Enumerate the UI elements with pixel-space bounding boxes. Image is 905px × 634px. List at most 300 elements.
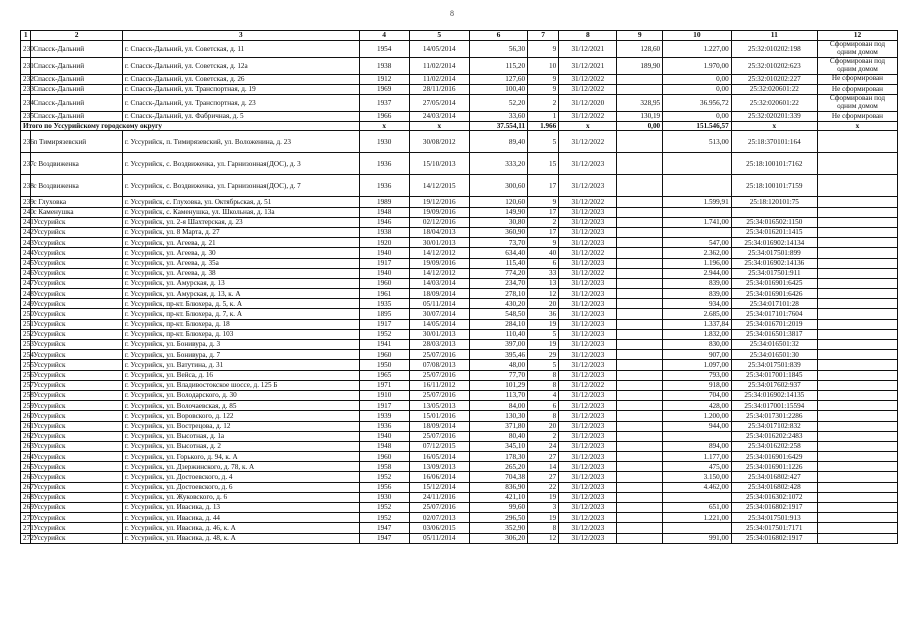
table-cell: 25:34:017501:899 [731, 248, 817, 258]
table-cell: Уссурийск [31, 340, 122, 350]
table-cell: 270 [21, 513, 31, 523]
table-cell: 25:34:017501:911 [731, 268, 817, 278]
table-cell: 31/12/2020 [559, 95, 617, 112]
table-cell: 19/09/2016 [409, 207, 469, 217]
table-cell: 236 [21, 131, 31, 153]
table-cell: 300,60 [469, 175, 527, 197]
table-cell [617, 299, 663, 309]
table-cell: 12 [528, 533, 559, 543]
table-cell: 73,70 [469, 238, 527, 248]
table-row [21, 421, 898, 431]
table-cell: 345,10 [469, 441, 527, 451]
table-row [21, 350, 898, 360]
table-cell: 25:34:016201:1415 [731, 227, 817, 237]
table-cell: 31/12/2023 [559, 441, 617, 451]
table-cell: 9 [528, 238, 559, 248]
table-row [21, 278, 898, 288]
table-cell: г. Уссурийск, пр-кт. Блюхера, д. 7, к. А [122, 309, 359, 319]
table-row [21, 472, 898, 482]
table-cell: 1940 [359, 268, 409, 278]
table-cell: 239 [21, 197, 31, 207]
table-cell: 84,00 [469, 401, 527, 411]
table-cell [617, 197, 663, 207]
column-header: 5 [409, 31, 469, 41]
table-cell: п Тимирязевский [31, 131, 122, 153]
table-cell: 1.177,00 [663, 452, 732, 462]
table-cell: 397,00 [469, 340, 527, 350]
table-cell: 1917 [359, 319, 409, 329]
table-row [21, 217, 898, 227]
table-cell: 16/11/2012 [409, 380, 469, 390]
table-cell [817, 340, 897, 350]
table-row [21, 452, 898, 462]
table-cell: 1 [528, 111, 559, 121]
table-cell: 252 [21, 329, 31, 339]
table-cell: 278,10 [469, 289, 527, 299]
table-cell: 240 [21, 207, 31, 217]
table-cell [617, 227, 663, 237]
table-cell: 1948 [359, 207, 409, 217]
table-cell: 1947 [359, 523, 409, 533]
table-cell: г. Уссурийск, ул. Ивасика, д. 13 [122, 503, 359, 513]
table-cell: 25/07/2016 [409, 350, 469, 360]
table-cell [817, 153, 897, 175]
table-cell: 25:34:017602:937 [731, 380, 817, 390]
table-cell: 178,30 [469, 452, 527, 462]
table-cell: 1952 [359, 503, 409, 513]
table-cell: 31/12/2023 [559, 278, 617, 288]
table-cell: 271 [21, 523, 31, 533]
table-cell: 25:34:017101:7604 [731, 309, 817, 319]
table-cell: 269 [21, 503, 31, 513]
table-cell: 31/12/2022 [559, 111, 617, 121]
table-cell: 5 [528, 329, 559, 339]
table-cell: 18/09/2014 [409, 421, 469, 431]
table-cell: 40 [528, 248, 559, 258]
table-cell [617, 153, 663, 175]
table-cell [617, 462, 663, 472]
table-cell: 253 [21, 340, 31, 350]
table-cell: Уссурийск [31, 227, 122, 237]
table-cell [817, 533, 897, 543]
table-cell: 24/03/2014 [409, 111, 469, 121]
table-cell: г. Спасск-Дальний, ул. Фабричная, д. 5 [122, 111, 359, 121]
table-cell: 19/12/2016 [409, 197, 469, 207]
table-cell: 14/12/2012 [409, 248, 469, 258]
table-cell: 31/12/2023 [559, 153, 617, 175]
table-cell: 830,00 [663, 340, 732, 350]
table-cell: 1965 [359, 370, 409, 380]
column-header: 10 [663, 31, 732, 41]
table-cell: г. Уссурийск, ул. Амурская, д. 13 [122, 278, 359, 288]
table-row [21, 299, 898, 309]
table-cell: 241 [21, 217, 31, 227]
table-cell: 80,40 [469, 431, 527, 441]
table-cell: 1952 [359, 513, 409, 523]
table-cell [817, 411, 897, 421]
table-row [21, 227, 898, 237]
table-cell: г. Уссурийск, ул. 2-я Шахтерская, д. 23 [122, 217, 359, 227]
table-cell: 1966 [359, 111, 409, 121]
table-cell: 31/12/2022 [559, 74, 617, 84]
table-cell: 14/05/2014 [409, 319, 469, 329]
table-cell: 1.097,00 [663, 360, 732, 370]
total-label: Итого по Уссурийскому городскому округу [21, 122, 360, 131]
table-cell: Уссурийск [31, 421, 122, 431]
table-cell: г. Уссурийск, ул. Высотная, д. 2 [122, 441, 359, 451]
table-cell [817, 278, 897, 288]
table-cell: 15 [528, 153, 559, 175]
table-row [21, 533, 898, 543]
table-cell: 14/12/2015 [409, 175, 469, 197]
table-cell: 31/12/2023 [559, 452, 617, 462]
table-cell: 28/03/2013 [409, 340, 469, 350]
table-cell [817, 360, 897, 370]
table-cell: 25:32:010202:198 [731, 41, 817, 58]
table-cell: 230 [21, 41, 31, 58]
table-cell: 25:32:020201:339 [731, 111, 817, 121]
table-row [21, 84, 898, 94]
table-cell: 31/12/2023 [559, 309, 617, 319]
table-cell [817, 441, 897, 451]
table-cell: 5 [528, 360, 559, 370]
total-cell: 0,00 [617, 122, 663, 131]
table-cell: Уссурийск [31, 217, 122, 227]
table-cell: г. Уссурийск, пр-кт. Блюхера, д. 5, к. А [122, 299, 359, 309]
table-cell: 428,00 [663, 401, 732, 411]
table-cell: 1969 [359, 84, 409, 94]
table-cell: г. Спасск-Дальний, ул. Транспортная, д. 23 [122, 95, 359, 112]
table-cell: г. Уссурийск, ул. Жуковского, д. 6 [122, 492, 359, 502]
table-row [21, 431, 898, 441]
table-cell [817, 268, 897, 278]
table-cell: 25/07/2016 [409, 503, 469, 513]
table-cell: Уссурийск [31, 503, 122, 513]
table-cell: 547,00 [663, 238, 732, 248]
table-cell: 352,90 [469, 523, 527, 533]
table-cell: г. Уссурийск, ул. Агеева, д. 35а [122, 258, 359, 268]
table-cell: 1935 [359, 299, 409, 309]
table-cell: 25:34:016901:6426 [731, 289, 817, 299]
table-cell: 1946 [359, 217, 409, 227]
table-cell [617, 492, 663, 502]
housing-registry-table [20, 30, 898, 544]
table-cell: с Глуховка [31, 197, 122, 207]
table-cell: 235 [21, 111, 31, 121]
table-cell: 1910 [359, 390, 409, 400]
table-cell: 25:34:016802:1917 [731, 503, 817, 513]
table-cell: г. Уссурийск, ул. Достоевского, д. 4 [122, 472, 359, 482]
table-row [21, 492, 898, 502]
table-cell: 31/12/2023 [559, 299, 617, 309]
table-cell: 25:18:370101:164 [731, 131, 817, 153]
table-cell [617, 175, 663, 197]
table-cell: 1.337,84 [663, 319, 732, 329]
table-cell: 634,40 [469, 248, 527, 258]
table-cell: 991,00 [663, 533, 732, 543]
table-cell: Уссурийск [31, 319, 122, 329]
table-cell: 31/12/2022 [559, 131, 617, 153]
table-cell: 1937 [359, 95, 409, 112]
table-cell: 1941 [359, 340, 409, 350]
table-cell: Спасск-Дальний [31, 84, 122, 94]
table-cell: 1.599,91 [663, 197, 732, 207]
table-cell: 261 [21, 421, 31, 431]
table-cell: Уссурийск [31, 360, 122, 370]
table-cell: Спасск-Дальний [31, 111, 122, 121]
table-cell: 25:34:016901:6425 [731, 278, 817, 288]
table-cell: 704,00 [663, 390, 732, 400]
table-row [21, 441, 898, 451]
table-cell: 1917 [359, 401, 409, 411]
table-cell: Уссурийск [31, 431, 122, 441]
table-row [21, 340, 898, 350]
table-cell: 234 [21, 95, 31, 112]
table-cell: Уссурийск [31, 268, 122, 278]
table-cell: 77,70 [469, 370, 527, 380]
table-row [21, 523, 898, 533]
table-cell [663, 227, 732, 237]
table-cell: Уссурийск [31, 482, 122, 492]
table-row [21, 248, 898, 258]
table-cell: 2 [528, 95, 559, 112]
table-cell: 1912 [359, 74, 409, 84]
table-cell: 25:18:120101:75 [731, 197, 817, 207]
table-cell [617, 421, 663, 431]
table-cell: Не сформирован [817, 111, 897, 121]
table-cell [663, 207, 732, 217]
table-cell: 02/07/2013 [409, 513, 469, 523]
table-cell: 475,00 [663, 462, 732, 472]
table-cell [617, 84, 663, 94]
table-row [21, 175, 898, 197]
table-cell [617, 370, 663, 380]
table-cell: 05/11/2014 [409, 299, 469, 309]
table-cell: 27/05/2014 [409, 95, 469, 112]
table-cell: Уссурийск [31, 492, 122, 502]
table-cell: 14 [528, 462, 559, 472]
table-cell [817, 299, 897, 309]
table-cell: 31/12/2023 [559, 462, 617, 472]
table-cell: Спасск-Дальний [31, 74, 122, 84]
table-cell: 259 [21, 401, 31, 411]
table-cell: 17 [528, 227, 559, 237]
table-cell: 31/12/2023 [559, 411, 617, 421]
table-cell [617, 380, 663, 390]
column-header: 4 [359, 31, 409, 41]
table-cell: г. Уссурийск, ул. 8 Марта, д. 27 [122, 227, 359, 237]
table-cell [617, 289, 663, 299]
table-cell: г. Спасск-Дальний, ул. Советская, д. 11 [122, 41, 359, 58]
table-cell: 31/12/2023 [559, 421, 617, 431]
table-cell [817, 472, 897, 482]
table-cell: Уссурийск [31, 411, 122, 421]
table-cell [617, 452, 663, 462]
table-cell [617, 533, 663, 543]
table-cell: Уссурийск [31, 258, 122, 268]
table-cell [817, 503, 897, 513]
table-cell: 1936 [359, 175, 409, 197]
table-cell: 774,20 [469, 268, 527, 278]
column-header: 12 [817, 31, 897, 41]
table-cell: 248 [21, 289, 31, 299]
table-cell: г. Уссурийск, ул. Амурская, д. 13, к. А [122, 289, 359, 299]
table-cell: 944,00 [663, 421, 732, 431]
table-cell: 11/02/2014 [409, 57, 469, 74]
table-cell: 14/05/2014 [409, 41, 469, 58]
table-cell: 31/12/2023 [559, 340, 617, 350]
table-cell: 1940 [359, 431, 409, 441]
table-cell: 48,00 [469, 360, 527, 370]
table-row [21, 319, 898, 329]
table-cell: 251 [21, 319, 31, 329]
table-cell: 10 [528, 57, 559, 74]
table-cell: 513,00 [663, 131, 732, 153]
table-cell [663, 523, 732, 533]
table-cell [817, 350, 897, 360]
table-cell: 31/12/2023 [559, 401, 617, 411]
table-cell: 25:34:016901:1226 [731, 462, 817, 472]
table-cell: 19/09/2016 [409, 258, 469, 268]
table-cell: 231 [21, 57, 31, 74]
table-row [21, 74, 898, 84]
table-cell [817, 258, 897, 268]
table-cell: 265 [21, 462, 31, 472]
table-cell: 2.944,00 [663, 268, 732, 278]
table-cell: 89,40 [469, 131, 527, 153]
table-cell: Уссурийск [31, 238, 122, 248]
table-cell: 263 [21, 441, 31, 451]
total-cell: x [817, 122, 897, 131]
table-cell: Не сформирован [817, 74, 897, 84]
table-cell [663, 431, 732, 441]
table-cell [817, 492, 897, 502]
table-cell: 238 [21, 175, 31, 197]
table-cell: 1.200,00 [663, 411, 732, 421]
table-cell: 836,90 [469, 482, 527, 492]
table-cell: 31/12/2022 [559, 380, 617, 390]
table-cell [817, 482, 897, 492]
table-cell: 284,10 [469, 319, 527, 329]
table-cell: 101,29 [469, 380, 527, 390]
total-cell: 1.966 [528, 122, 559, 131]
table-cell: Уссурийск [31, 278, 122, 288]
table-cell: 31/12/2023 [559, 289, 617, 299]
table-cell: 99,60 [469, 503, 527, 513]
table-cell: 31/12/2021 [559, 41, 617, 58]
table-cell: г. Уссурийск, ул. Агеева, д. 21 [122, 238, 359, 248]
table-cell: Не сформирован [817, 84, 897, 94]
table-cell: 249 [21, 299, 31, 309]
table-cell: 25:34:017501:913 [731, 513, 817, 523]
table-cell [663, 492, 732, 502]
table-cell: 31/12/2023 [559, 350, 617, 360]
table-cell: 33 [528, 268, 559, 278]
table-cell [617, 482, 663, 492]
table-cell: 272 [21, 533, 31, 543]
table-cell: 12 [528, 289, 559, 299]
table-cell: 31/12/2023 [559, 513, 617, 523]
table-cell [817, 431, 897, 441]
column-header: 8 [559, 31, 617, 41]
table-cell: 115,20 [469, 57, 527, 74]
table-cell: 1971 [359, 380, 409, 390]
table-cell [817, 513, 897, 523]
table-cell [817, 523, 897, 533]
table-cell: 0,00 [663, 111, 732, 121]
table-cell: г. Уссурийск, ул. Ивасика, д. 46, к. А [122, 523, 359, 533]
table-cell: 07/08/2013 [409, 360, 469, 370]
table-cell: 918,00 [663, 380, 732, 390]
table-cell: 19 [528, 319, 559, 329]
header-row [21, 31, 898, 41]
table-cell: Уссурийск [31, 523, 122, 533]
table-cell: 8 [528, 411, 559, 421]
table-row [21, 390, 898, 400]
table-cell [617, 131, 663, 153]
table-cell: 306,20 [469, 533, 527, 543]
column-header: 9 [617, 31, 663, 41]
table-cell: 110,40 [469, 329, 527, 339]
table-cell: 25:34:016501:3817 [731, 329, 817, 339]
table-cell: Уссурийск [31, 462, 122, 472]
table-cell: 233 [21, 84, 31, 94]
table-cell: г. Уссурийск, ул. Володарского, д. 30 [122, 390, 359, 400]
table-cell: 1948 [359, 441, 409, 451]
table-cell: 258 [21, 390, 31, 400]
table-row [21, 329, 898, 339]
table-cell: Уссурийск [31, 533, 122, 543]
table-cell: 8 [528, 370, 559, 380]
table-row [21, 111, 898, 121]
table-cell: 247 [21, 278, 31, 288]
table-cell: г. Уссурийск, ул. Горького, д. 94, к. А [122, 452, 359, 462]
table-cell: 245 [21, 258, 31, 268]
table-cell: 421,10 [469, 492, 527, 502]
table-cell: г. Уссурийск, ул. Дзержинского, д. 78, к. А [122, 462, 359, 472]
table-row [21, 238, 898, 248]
table-cell [817, 380, 897, 390]
table-cell: 13/09/2013 [409, 462, 469, 472]
table-cell: Уссурийск [31, 309, 122, 319]
table-cell: 1952 [359, 472, 409, 482]
table-cell: 25:34:017501:839 [731, 360, 817, 370]
table-cell: 25/07/2016 [409, 370, 469, 380]
table-cell [617, 278, 663, 288]
table-cell: г. Спасск-Дальний, ул. Советская, д. 26 [122, 74, 359, 84]
table-cell: 22 [528, 482, 559, 492]
table-cell [617, 431, 663, 441]
table-cell: 894,00 [663, 441, 732, 451]
table-cell: 266 [21, 472, 31, 482]
table-cell: 20 [528, 421, 559, 431]
table-cell: 1960 [359, 278, 409, 288]
table-cell: г. Уссурийск, с. Каменушка, ул. Школьная, д. 13а [122, 207, 359, 217]
table-cell: Сформирован под одним домом [817, 57, 897, 74]
table-cell: 36 [528, 309, 559, 319]
table-cell: 31/12/2023 [559, 175, 617, 197]
table-cell: Спасск-Дальний [31, 57, 122, 74]
table-cell [617, 401, 663, 411]
table-cell: 31/12/2023 [559, 217, 617, 227]
table-cell: г. Уссурийск, ул. Вострецова, д. 12 [122, 421, 359, 431]
table-cell [617, 319, 663, 329]
table-cell: 30/01/2013 [409, 329, 469, 339]
table-cell: 1960 [359, 452, 409, 462]
table-cell: г. Уссурийск, с. Воздвиженка, ул. Гарнизонная(ДОС), д. 7 [122, 175, 359, 197]
table-cell: 31/12/2023 [559, 329, 617, 339]
table-cell: г. Уссурийск, ул. Вейса, д. 16 [122, 370, 359, 380]
